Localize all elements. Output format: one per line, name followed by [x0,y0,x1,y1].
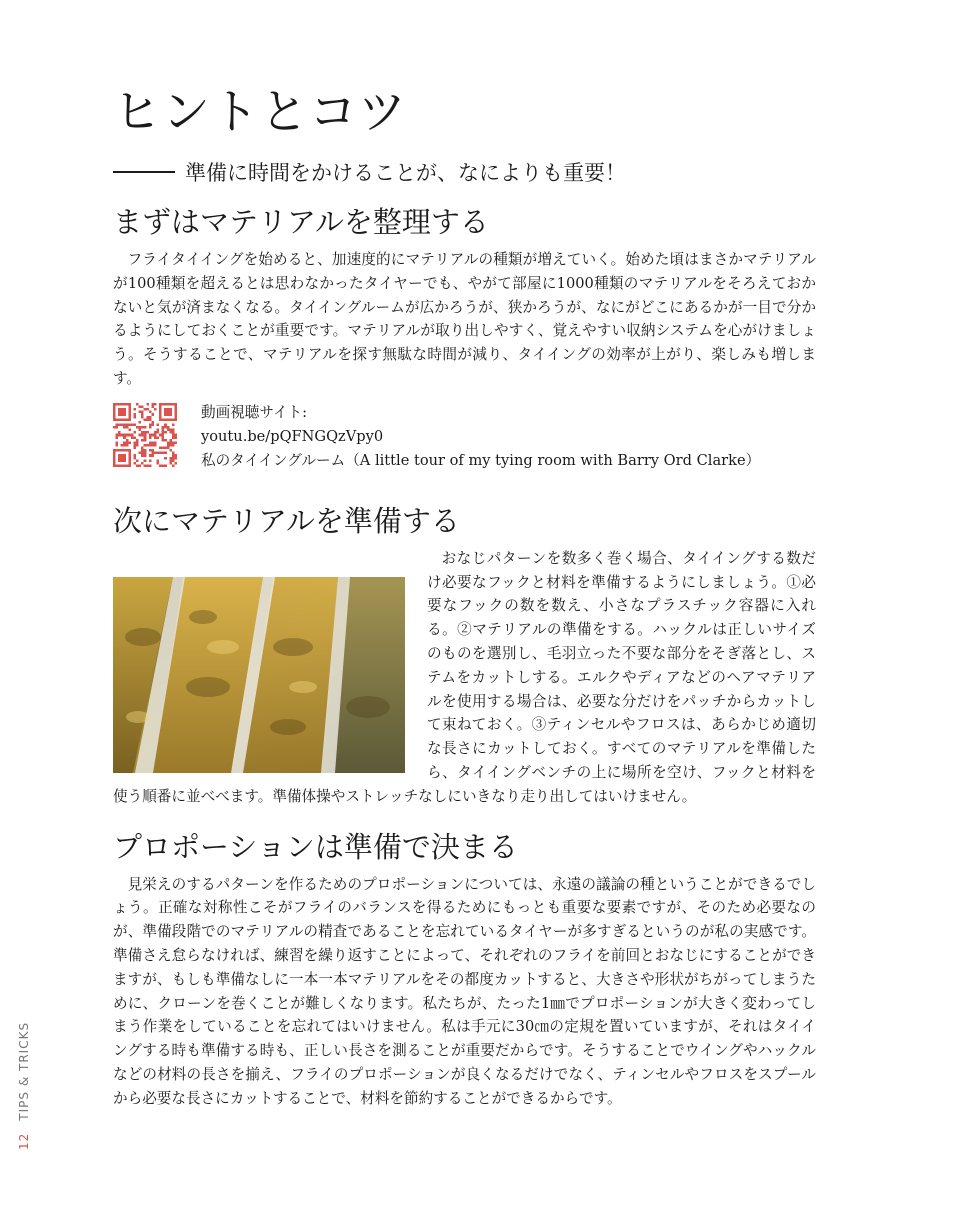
page-content [113,80,816,1111]
section-body: 見栄えのするパターンを作るためのプロポーションについては、永遠の議論の種ということができるでしょう。正確な対称性こそがフライのバランスを得るためにもっとも重要な要素ですが、そのため必要なのが、準備段階でのマテリアルの精査であることを忘れているタイヤーが多すぎるというのが私の実感です。準備さえ怠らなければ、練習を繰り返すことによって、それぞれのフライを前回とおなじにすることができますが、もしも準備なしに一本一本マテリアルをその都度カットすると、大きさや形状がちがってしまうために、クローンを巻くことが難しくなります。私たちが、たった1㎜でプロポーションが大きく変わってしまう作業をしていることを忘れてはいけません。私は手元に30㎝の定規を置いていますが、それはタイイングする時も準備する時も、正しい長さを測ることが重要だからです。そうすることでウイングやハックルなどの材料の長さを揃え、フライのプロポーションが良くなるだけでなく、ティンセルやフロスをスプールから必要な長さにカットすることで、材料を節約することができるからです。 [113,875,816,1107]
video-caption: 私のタイイングルーム（A little tour of my tying room with Barry Ord Clarke） [201,451,761,469]
page-number: 12 [17,1132,31,1150]
video-reference [113,401,816,473]
video-url[interactable]: youtu.be/pQFNGQzVpy0 [201,427,384,445]
page-title: ヒントとコツ [113,84,408,140]
video-text [201,401,760,473]
video-label: 動画視聴サイト: [201,403,308,421]
section-proportion [113,827,816,1111]
section-body: フライタイイングを始めると、加速度的にマテリアルの種類が増えていく。始めた頃はまさかマテリアルが100種類を超えるとは思わなかったタイヤーでも、やがて部屋に1000種類のマテリアルをそろえておかないと気が済まなくなる。タイイングルームが広かろうが、狭かろうが、なにがどこにあるかが一目で分かるようにしておくことが重要です。マテリアルが取り出しやすく、覚えやすい収納システムを心がけましょう。そうすることで、マテリアルを探す無駄な時間が減り、タイイングの効率が上がり、楽しみも増します。 [113,251,816,387]
page-subtitle [113,158,816,188]
subtitle-text: 準備に時間をかけることが、なによりも重要！ [185,161,626,185]
section-organize [113,202,816,473]
section-label: TIPS & TRICKS [17,1021,31,1121]
dash-rule [113,171,175,173]
section-body: おなじパターンを数多く巻く場合、タイイングする数だけ必要なフックと材料を準備するようにしましょう。①必要なフックの数を数え、小さなプラスチック容器に入れる。②マテリアルの準備をする。ハックルは正しいサイズのものを選別し、毛羽立った不要な部分をそぎ落とし、ステムをカットしする。エルクやディアなどのヘアマテリアルを使用する場合は、必要な分だけをパッチからカットして束ねておく。③ティンセルやフロスは、あらかじめ適切な長さにカットしておく。すべてのマテリアルを準備したら、タイイングベンチの上に場所を空け、フックと材料を使う順番に並べべます。準備体操やストレッチなしにいきなり走り出してはいけません。 [113,549,816,805]
section-prepare [113,501,816,809]
section-heading: 次にマテリアルを準備する [113,503,460,538]
side-tab-text [14,1022,34,1150]
section-heading: まずはマテリアルを整理する [113,205,489,239]
section-heading: プロポーションは準備で決まる [113,829,518,864]
materials-photo [113,577,405,773]
qr-code-icon [113,403,177,467]
side-tab [14,1020,34,1150]
